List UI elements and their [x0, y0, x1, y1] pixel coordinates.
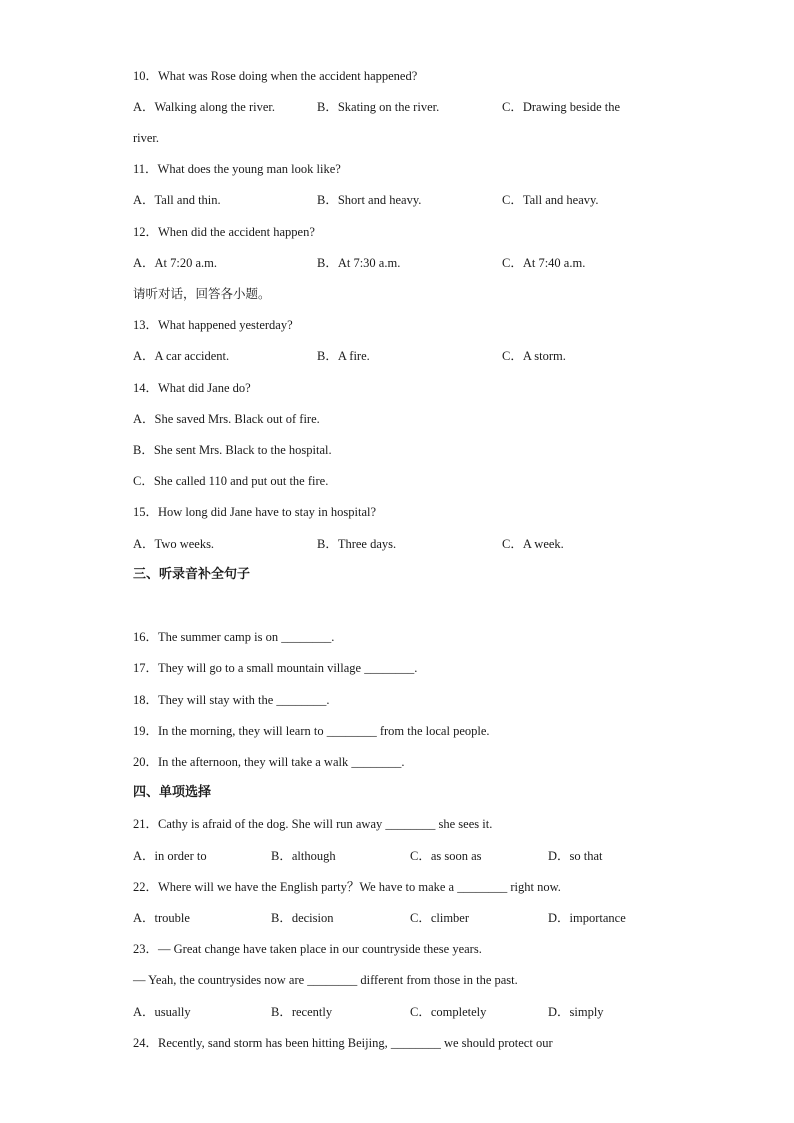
q21-option-c: C．as soon as	[410, 849, 482, 863]
listening-instruction: 请听对话，回答各小题。	[133, 286, 271, 301]
question-24: 24．Recently, sand storm has been hitting Beijing, ________ we should protect our	[133, 1036, 553, 1050]
question-11: 11．What does the young man look like?	[133, 162, 341, 176]
q22-option-b: B．decision	[271, 911, 334, 925]
q12-option-a: A．At 7:20 a.m.	[133, 256, 218, 270]
q23-option-a: A．usually	[133, 1005, 191, 1019]
q15-option-a: A．Two weeks.	[133, 537, 215, 551]
q21-option-d: D．so that	[548, 849, 603, 863]
q14-option-c: C．She called 110 and put out the fire.	[133, 474, 329, 488]
q11-option-b: B．Short and heavy.	[317, 193, 422, 207]
question-21: 21．Cathy is afraid of the dog. She will run away ________ she sees it.	[133, 817, 493, 831]
q23-dialogue-reply: — Yeah, the countrysides now are ________ different from those in the past.	[133, 973, 518, 987]
q10-option-c: C．Drawing beside the	[502, 100, 621, 114]
question-15: 15．How long did Jane have to stay in hospital?	[133, 505, 377, 519]
question-14: 14．What did Jane do?	[133, 381, 251, 395]
q14-option-b: B．She sent Mrs. Black to the hospital.	[133, 443, 332, 457]
question-10: 10．What was Rose doing when the accident happened?	[133, 69, 418, 83]
q12-option-b: B．At 7:30 a.m.	[317, 256, 401, 270]
q23-option-c: C．completely	[410, 1005, 487, 1019]
q10-option-a: A．Walking along the river.	[133, 100, 276, 114]
q12-option-c: C．At 7:40 a.m.	[502, 256, 586, 270]
q22-option-c: C．climber	[410, 911, 470, 925]
q10-option-b: B．Skating on the river.	[317, 100, 440, 114]
question-19: 19．In the morning, they will learn to ________ from the local people.	[133, 724, 490, 738]
q15-option-b: B．Three days.	[317, 537, 397, 551]
q22-option-a: A．trouble	[133, 911, 190, 925]
q13-option-a: A．A car accident.	[133, 349, 230, 363]
section-4-heading: 四、单项选择	[133, 785, 212, 800]
q15-option-c: C．A week.	[502, 537, 564, 551]
q10-option-c-continued: river.	[133, 131, 160, 145]
q13-option-c: C．A storm.	[502, 349, 566, 363]
question-18: 18．They will stay with the ________.	[133, 693, 330, 707]
q14-option-a: A．She saved Mrs. Black out of fire.	[133, 412, 320, 426]
question-23: 23．— Great change have taken place in our countryside these years.	[133, 942, 482, 956]
question-16: 16．The summer camp is on ________.	[133, 630, 335, 644]
question-17: 17．They will go to a small mountain village ________.	[133, 661, 418, 675]
q21-option-a: A．in order to	[133, 849, 207, 863]
question-22: 22．Where will we have the English party？We have to make a ________ right now.	[133, 880, 561, 894]
question-20: 20．In the afternoon, they will take a walk ________.	[133, 755, 405, 769]
q23-option-b: B．recently	[271, 1005, 333, 1019]
q21-option-b: B．although	[271, 849, 336, 863]
q22-option-d: D．importance	[548, 911, 626, 925]
q11-option-c: C．Tall and heavy.	[502, 193, 599, 207]
section-3-heading: 三、听录音补全句子	[133, 567, 251, 582]
q23-option-d: D．simply	[548, 1005, 604, 1019]
question-13: 13．What happened yesterday?	[133, 318, 293, 332]
question-12: 12．When did the accident happen?	[133, 225, 315, 239]
q13-option-b: B．A fire.	[317, 349, 370, 363]
q11-option-a: A．Tall and thin.	[133, 193, 221, 207]
